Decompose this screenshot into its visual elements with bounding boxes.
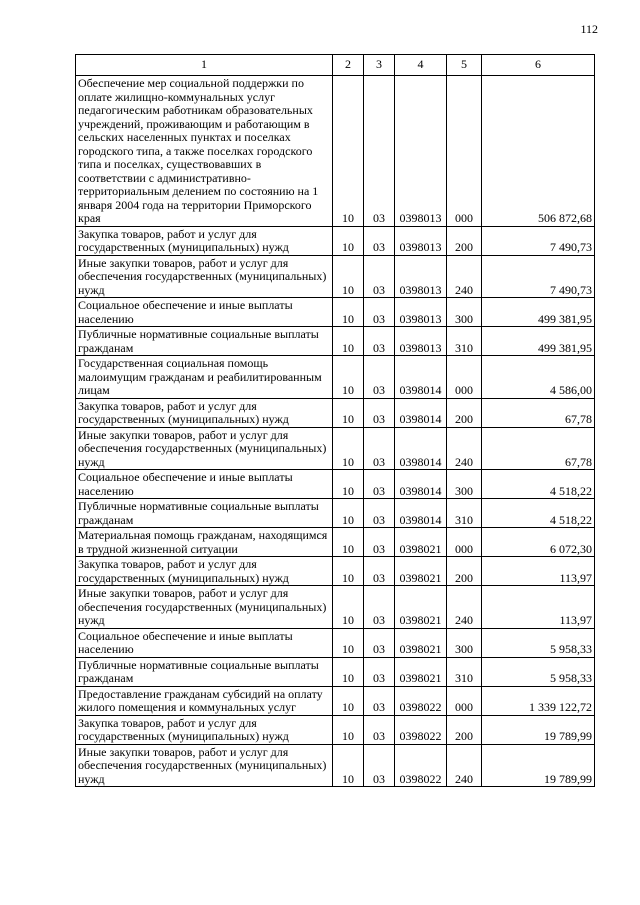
subsection-code-cell: 03 (364, 586, 395, 629)
row-name-cell: Закупка товаров, работ и услуг для государственных (муниципальных) нужд (76, 398, 333, 427)
row-name-cell: Иные закупки товаров, работ и услуг для обеспечения государственных (муниципальных) нужд (76, 744, 333, 787)
section-code-cell: 10 (333, 76, 364, 227)
target-article-cell: 0398021 (395, 557, 447, 586)
amount-cell: 506 872,68 (482, 76, 595, 227)
subsection-code-cell: 03 (364, 298, 395, 327)
section-code-cell: 10 (333, 499, 364, 528)
subsection-code-cell: 03 (364, 327, 395, 356)
subsection-code-cell: 03 (364, 657, 395, 686)
table-row (76, 327, 595, 356)
target-article-cell: 0398014 (395, 427, 447, 470)
target-article-cell: 0398013 (395, 76, 447, 227)
section-code-cell: 10 (333, 528, 364, 557)
table-row (76, 628, 595, 657)
target-article-cell: 0398021 (395, 628, 447, 657)
amount-cell: 113,97 (482, 586, 595, 629)
section-code-cell: 10 (333, 356, 364, 399)
amount-cell: 6 072,30 (482, 528, 595, 557)
subsection-code-cell: 03 (364, 226, 395, 255)
subsection-code-cell: 03 (364, 686, 395, 715)
subsection-code-cell: 03 (364, 470, 395, 499)
subsection-code-cell: 03 (364, 499, 395, 528)
section-code-cell: 10 (333, 628, 364, 657)
table-row (76, 398, 595, 427)
target-article-cell: 0398013 (395, 298, 447, 327)
section-code-cell: 10 (333, 715, 364, 744)
column-header-5: 5 (447, 55, 482, 76)
row-name-cell: Закупка товаров, работ и услуг для государственных (муниципальных) нужд (76, 226, 333, 255)
expense-type-cell: 200 (447, 715, 482, 744)
target-article-cell: 0398014 (395, 356, 447, 399)
amount-cell: 5 958,33 (482, 628, 595, 657)
amount-cell: 1 339 122,72 (482, 686, 595, 715)
table-row (76, 686, 595, 715)
subsection-code-cell: 03 (364, 76, 395, 227)
expense-type-cell: 310 (447, 327, 482, 356)
table-row (76, 298, 595, 327)
expense-type-cell: 000 (447, 528, 482, 557)
target-article-cell: 0398014 (395, 499, 447, 528)
amount-cell: 67,78 (482, 398, 595, 427)
row-name-cell: Иные закупки товаров, работ и услуг для обеспечения государственных (муниципальных) нужд (76, 427, 333, 470)
target-article-cell: 0398021 (395, 528, 447, 557)
amount-cell: 113,97 (482, 557, 595, 586)
section-code-cell: 10 (333, 657, 364, 686)
expense-type-cell: 240 (447, 586, 482, 629)
row-name-cell: Материальная помощь гражданам, находящимся в трудной жизненной ситуации (76, 528, 333, 557)
column-header-2: 2 (333, 55, 364, 76)
table-row (76, 255, 595, 298)
target-article-cell: 0398022 (395, 686, 447, 715)
table-row (76, 557, 595, 586)
row-name-cell: Предоставление гражданам субсидий на оплату жилого помещения и коммунальных услуг (76, 686, 333, 715)
subsection-code-cell: 03 (364, 255, 395, 298)
row-name-cell: Публичные нормативные социальные выплаты гражданам (76, 327, 333, 356)
row-name-cell: Закупка товаров, работ и услуг для государственных (муниципальных) нужд (76, 557, 333, 586)
section-code-cell: 10 (333, 298, 364, 327)
table-row (76, 76, 595, 227)
expense-type-cell: 200 (447, 226, 482, 255)
section-code-cell: 10 (333, 327, 364, 356)
section-code-cell: 10 (333, 744, 364, 787)
target-article-cell: 0398014 (395, 470, 447, 499)
subsection-code-cell: 03 (364, 528, 395, 557)
subsection-code-cell: 03 (364, 398, 395, 427)
section-code-cell: 10 (333, 226, 364, 255)
table-row (76, 470, 595, 499)
table-row (76, 657, 595, 686)
amount-cell: 4 518,22 (482, 470, 595, 499)
section-code-cell: 10 (333, 427, 364, 470)
row-name-cell: Иные закупки товаров, работ и услуг для обеспечения государственных (муниципальных) нужд (76, 586, 333, 629)
target-article-cell: 0398014 (395, 398, 447, 427)
amount-cell: 4 586,00 (482, 356, 595, 399)
header-row (76, 55, 595, 76)
row-name-cell: Государственная социальная помощь малоимущим гражданам и реабилитированным лицам (76, 356, 333, 399)
expense-type-cell: 300 (447, 298, 482, 327)
amount-cell: 5 958,33 (482, 657, 595, 686)
amount-cell: 7 490,73 (482, 255, 595, 298)
row-name-cell: Социальное обеспечение и иные выплаты населению (76, 470, 333, 499)
target-article-cell: 0398022 (395, 715, 447, 744)
section-code-cell: 10 (333, 586, 364, 629)
expense-type-cell: 300 (447, 470, 482, 499)
expense-type-cell: 310 (447, 499, 482, 528)
section-code-cell: 10 (333, 470, 364, 499)
column-header-3: 3 (364, 55, 395, 76)
table-row (76, 427, 595, 470)
amount-cell: 7 490,73 (482, 226, 595, 255)
expense-type-cell: 000 (447, 686, 482, 715)
expense-type-cell: 200 (447, 398, 482, 427)
row-name-cell: Иные закупки товаров, работ и услуг для обеспечения государственных (муниципальных) нужд (76, 255, 333, 298)
expense-type-cell: 240 (447, 255, 482, 298)
subsection-code-cell: 03 (364, 356, 395, 399)
table-row (76, 356, 595, 399)
expense-type-cell: 310 (447, 657, 482, 686)
section-code-cell: 10 (333, 398, 364, 427)
expense-type-cell: 240 (447, 744, 482, 787)
budget-table (75, 54, 595, 787)
target-article-cell: 0398013 (395, 327, 447, 356)
amount-cell: 19 789,99 (482, 744, 595, 787)
table-row (76, 715, 595, 744)
target-article-cell: 0398013 (395, 226, 447, 255)
target-article-cell: 0398022 (395, 744, 447, 787)
row-name-cell: Закупка товаров, работ и услуг для государственных (муниципальных) нужд (76, 715, 333, 744)
expense-type-cell: 000 (447, 356, 482, 399)
expense-type-cell: 300 (447, 628, 482, 657)
amount-cell: 67,78 (482, 427, 595, 470)
table-row (76, 499, 595, 528)
expense-type-cell: 200 (447, 557, 482, 586)
amount-cell: 499 381,95 (482, 298, 595, 327)
section-code-cell: 10 (333, 255, 364, 298)
table-row (76, 226, 595, 255)
expense-type-cell: 240 (447, 427, 482, 470)
row-name-cell: Социальное обеспечение и иные выплаты населению (76, 628, 333, 657)
target-article-cell: 0398013 (395, 255, 447, 298)
subsection-code-cell: 03 (364, 427, 395, 470)
row-name-cell: Социальное обеспечение и иные выплаты населению (76, 298, 333, 327)
row-name-cell: Публичные нормативные социальные выплаты гражданам (76, 657, 333, 686)
target-article-cell: 0398021 (395, 657, 447, 686)
amount-cell: 4 518,22 (482, 499, 595, 528)
column-header-1: 1 (76, 55, 333, 76)
row-name-cell: Обеспечение мер социальной поддержки по оплате жилищно-коммунальных услуг педагогическим работникам образовательных учреждений, проживающим и работающим в сельских населенных пунктах и поселках городского типа, а также поселках городского типа и поселках, существовавших в соответствии с административно-территориальным делением по состоянию на 1 января 2004 года на территории Приморского края (76, 76, 333, 227)
amount-cell: 499 381,95 (482, 327, 595, 356)
subsection-code-cell: 03 (364, 744, 395, 787)
page-number: 112 (580, 22, 598, 36)
subsection-code-cell: 03 (364, 628, 395, 657)
table-row (76, 528, 595, 557)
amount-cell: 19 789,99 (482, 715, 595, 744)
table-row (76, 744, 595, 787)
column-header-4: 4 (395, 55, 447, 76)
table-row (76, 586, 595, 629)
target-article-cell: 0398021 (395, 586, 447, 629)
subsection-code-cell: 03 (364, 557, 395, 586)
table-body (76, 76, 595, 787)
section-code-cell: 10 (333, 686, 364, 715)
table-header (76, 55, 595, 76)
column-header-6: 6 (482, 55, 595, 76)
expense-type-cell: 000 (447, 76, 482, 227)
section-code-cell: 10 (333, 557, 364, 586)
row-name-cell: Публичные нормативные социальные выплаты гражданам (76, 499, 333, 528)
subsection-code-cell: 03 (364, 715, 395, 744)
